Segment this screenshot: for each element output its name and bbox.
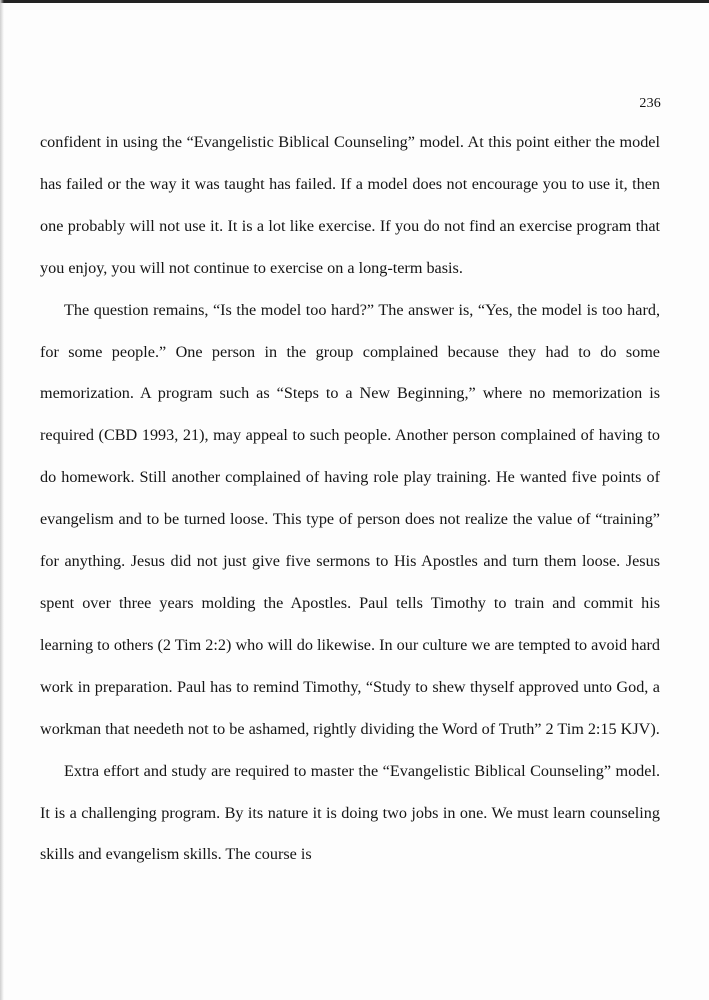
paragraph: Extra effort and study are required to master the “Evangelistic Biblical Counseling” model. It is a challenging program. By its nature it is doing two jobs in one. We must learn counseling skills and evangelism skills. The course is	[40, 761, 660, 864]
paragraph: confident in using the “Evangelistic Biblical Counseling” model. At this point either the model has failed or the way it was taught has failed. If a model does not encourage you to use it, then one probably will not use it. It is a lot like exercise. If you do not find an exercise program that you enjoy, you will not continue to exercise on a long-term basis.	[40, 133, 660, 277]
scan-top-edge	[0, 0, 709, 3]
scan-left-edge	[0, 0, 4, 1000]
body-text	[40, 122, 660, 876]
page-number: 236	[639, 96, 661, 111]
paragraph: The question remains, “Is the model too hard?” The answer is, “Yes, the model is too hard, for some people.” One person in the group complained because they had to do some memorization. A program such as “Steps to a New Beginning,” where no memorization is required (CBD 1993, 21), may appeal to such people. Another person complained of having to do homework. Still another complained of having role play training. He wanted five points of evangelism and to be turned loose. This type of person does not realize the value of “training” for anything. Jesus did not just give five sermons to His Apostles and turn them loose. Jesus spent over three years molding the Apostles. Paul tells Timothy to train and commit his learning to others (2 Tim 2:2) who will do likewise. In our culture we are tempted to avoid hard work in preparation. Paul has to remind Timothy, “Study to shew thyself approved unto God, a workman that needeth not to be ashamed, rightly dividing the Word of Truth” 2 Tim 2:15 KJV).	[40, 300, 660, 738]
